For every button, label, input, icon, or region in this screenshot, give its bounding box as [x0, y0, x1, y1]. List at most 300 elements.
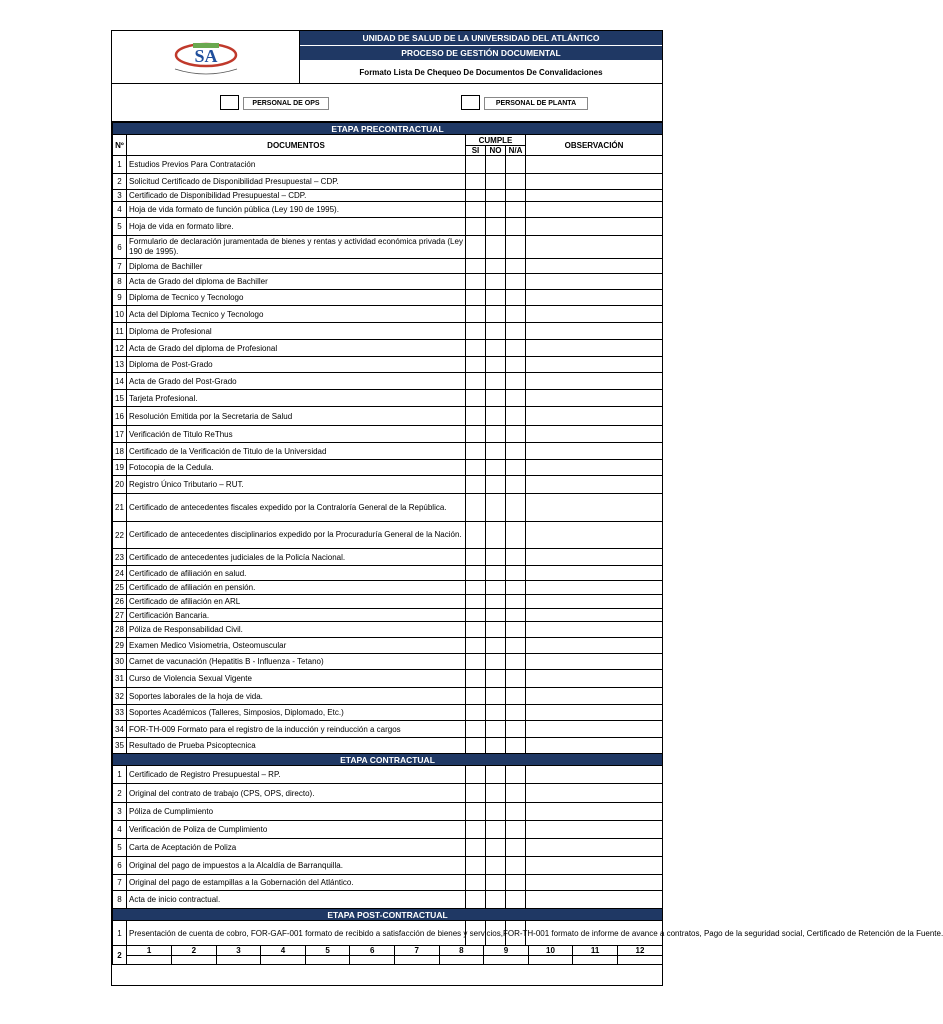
observation-cell[interactable] — [526, 784, 663, 803]
cumple-si-cell[interactable] — [466, 654, 486, 670]
logo-icon — [165, 35, 247, 79]
cumple-no-cell[interactable] — [486, 670, 506, 688]
item-document: Certificado de afiliación en ARL — [127, 595, 466, 609]
cumple-no-cell[interactable] — [486, 373, 506, 390]
month-value-cell[interactable] — [484, 956, 529, 965]
item-number: 24 — [113, 566, 127, 581]
item-document: Solicitud Certificado de Disponibilidad Presupuestal – CDP. — [127, 174, 466, 190]
month-value-cell[interactable] — [216, 956, 261, 965]
item-number: 5 — [113, 218, 127, 236]
item-document: Acta de Grado del Post-Grado — [127, 373, 466, 390]
item-number: 32 — [113, 688, 127, 705]
item-number: 8 — [113, 891, 127, 909]
observation-cell[interactable] — [526, 566, 663, 581]
cumple-na-cell[interactable] — [506, 609, 526, 622]
item-document: Registro Único Tributario – RUT. — [127, 476, 466, 494]
cumple-no-cell[interactable] — [486, 875, 506, 891]
observation-cell[interactable] — [526, 595, 663, 609]
cumple-na-cell[interactable] — [506, 426, 526, 443]
cumple-si-cell[interactable] — [466, 476, 486, 494]
cumple-na-cell[interactable] — [506, 202, 526, 218]
month-value-cell[interactable] — [261, 956, 306, 965]
observation-cell[interactable] — [526, 443, 663, 460]
observation-cell[interactable] — [526, 738, 663, 754]
months-grid — [127, 946, 662, 964]
cumple-si-cell[interactable] — [466, 357, 486, 373]
item-number: 33 — [113, 705, 127, 721]
cumple-na-cell[interactable] — [506, 494, 526, 522]
observation-cell[interactable] — [526, 174, 663, 190]
item-document: Fotocopia de la Cedula. — [127, 460, 466, 476]
cumple-si-cell[interactable] — [466, 494, 486, 522]
cumple-no-cell[interactable] — [486, 595, 506, 609]
pre-item-row — [113, 274, 663, 290]
cumple-no-cell[interactable] — [486, 156, 506, 174]
observation-cell[interactable] — [526, 688, 663, 705]
item-document: Hoja de vida formato de función pública (Ley 190 de 1995). — [127, 202, 466, 218]
pre-item-row — [113, 476, 663, 494]
cumple-na-cell[interactable] — [506, 357, 526, 373]
cumple-na-cell[interactable] — [506, 476, 526, 494]
planta-label: PERSONAL DE PLANTA — [484, 97, 588, 110]
cumple-no-cell[interactable] — [486, 202, 506, 218]
cumple-si-cell[interactable] — [466, 236, 486, 259]
cumple-no-cell[interactable] — [486, 654, 506, 670]
month-number: 3 — [216, 946, 261, 956]
cumple-na-cell[interactable] — [506, 274, 526, 290]
item-document: Verificación de Poliza de Cumplimiento — [127, 821, 466, 839]
observation-cell[interactable] — [526, 407, 663, 426]
cumple-no-cell[interactable] — [486, 476, 506, 494]
cumple-no-cell[interactable] — [486, 688, 506, 705]
cumple-na-cell[interactable] — [506, 236, 526, 259]
cumple-na-cell[interactable] — [506, 443, 526, 460]
cumple-na-cell[interactable] — [506, 390, 526, 407]
cumple-na-cell[interactable] — [506, 688, 526, 705]
cumple-no-cell[interactable] — [486, 738, 506, 754]
pre-item-row — [113, 638, 663, 654]
cumple-na-cell[interactable] — [506, 522, 526, 549]
observation-cell[interactable] — [526, 549, 663, 566]
month-number: 8 — [439, 946, 484, 956]
item-document: Diploma de Profesional — [127, 323, 466, 340]
cumple-no-cell[interactable] — [486, 190, 506, 202]
item-document: Acta de inicio contractual. — [127, 891, 466, 909]
cumple-si-cell[interactable] — [466, 202, 486, 218]
months-grid-cell — [127, 946, 663, 965]
cumple-si-cell[interactable] — [466, 705, 486, 721]
cumple-no-cell[interactable] — [486, 274, 506, 290]
contract-item-row — [113, 839, 663, 857]
item-number: 30 — [113, 654, 127, 670]
observation-cell[interactable] — [526, 670, 663, 688]
cumple-na-cell[interactable] — [506, 705, 526, 721]
cumple-si-cell[interactable] — [466, 522, 486, 549]
cumple-na-cell[interactable] — [506, 566, 526, 581]
stage-precontractual — [113, 123, 663, 135]
observation-cell[interactable] — [526, 581, 663, 595]
pre-item-row — [113, 622, 663, 638]
contract-item-row — [113, 803, 663, 821]
cumple-na-cell[interactable] — [506, 460, 526, 476]
cumple-no-cell[interactable] — [486, 306, 506, 323]
pre-item-row — [113, 357, 663, 373]
cumple-no-cell[interactable] — [486, 821, 506, 839]
cumple-si-cell[interactable] — [466, 803, 486, 821]
item-document: Estudios Previos Para Contratación — [127, 156, 466, 174]
cumple-si-cell[interactable] — [466, 390, 486, 407]
month-value-cell[interactable] — [394, 956, 439, 965]
cumple-na-cell[interactable] — [506, 766, 526, 784]
observation-cell[interactable] — [526, 460, 663, 476]
stage-contractual-title: ETAPA CONTRACTUAL — [113, 754, 663, 766]
item-document: Carta de Aceptación de Poliza — [127, 839, 466, 857]
item-document: Diploma de Tecnico y Tecnologo — [127, 290, 466, 306]
contract-item-row — [113, 821, 663, 839]
observation-cell[interactable] — [526, 340, 663, 357]
cumple-na-cell[interactable] — [506, 156, 526, 174]
item-number: 34 — [113, 721, 127, 738]
cumple-na-cell[interactable] — [506, 549, 526, 566]
observation-cell[interactable] — [526, 622, 663, 638]
observation-cell[interactable] — [526, 390, 663, 407]
col-si: SI — [466, 146, 486, 156]
item-number: 1 — [113, 156, 127, 174]
cumple-si-cell[interactable] — [466, 857, 486, 875]
cumple-na-cell[interactable] — [506, 259, 526, 274]
cumple-no-cell[interactable] — [486, 443, 506, 460]
col-no: Nº — [113, 135, 127, 156]
cumple-no-cell[interactable] — [486, 323, 506, 340]
cumple-na-cell[interactable] — [506, 670, 526, 688]
cumple-na-cell[interactable] — [506, 857, 526, 875]
observation-cell[interactable] — [526, 323, 663, 340]
item-document: Soportes laborales de la hoja de vida. — [127, 688, 466, 705]
cumple-si-cell[interactable] — [466, 738, 486, 754]
item-document: Verificación de Titulo ReThus — [127, 426, 466, 443]
cumple-si-cell[interactable] — [466, 839, 486, 857]
observation-cell[interactable] — [526, 476, 663, 494]
month-value-cell[interactable] — [439, 956, 484, 965]
month-number: 4 — [261, 946, 306, 956]
item-number: 31 — [113, 670, 127, 688]
cumple-na-cell[interactable] — [506, 306, 526, 323]
month-value-cell[interactable] — [350, 956, 395, 965]
month-value-cell[interactable] — [305, 956, 350, 965]
cumple-no-cell[interactable] — [486, 549, 506, 566]
cumple-si-cell[interactable] — [466, 460, 486, 476]
observation-cell[interactable] — [526, 839, 663, 857]
cumple-no-cell[interactable] — [486, 566, 506, 581]
planta-checkbox[interactable] — [461, 95, 480, 110]
cumple-na-cell[interactable] — [506, 290, 526, 306]
col-cumple: CUMPLE — [466, 135, 526, 146]
observation-cell[interactable] — [526, 721, 663, 738]
cumple-no-cell[interactable] — [486, 218, 506, 236]
cumple-no-cell[interactable] — [486, 839, 506, 857]
item-number: 13 — [113, 357, 127, 373]
observation-cell[interactable] — [526, 306, 663, 323]
item-number: 2 — [113, 174, 127, 190]
cumple-na-cell[interactable] — [506, 407, 526, 426]
observation-cell[interactable] — [526, 190, 663, 202]
pre-item-row — [113, 670, 663, 688]
stage-postcontractual-title: ETAPA POST-CONTRACTUAL — [113, 909, 663, 921]
item-document: Resolución Emitida por la Secretaria de Salud — [127, 407, 466, 426]
cumple-si-cell[interactable] — [466, 443, 486, 460]
observation-cell[interactable] — [526, 875, 663, 891]
cumple-na-cell[interactable] — [506, 581, 526, 595]
observation-cell[interactable] — [526, 202, 663, 218]
observation-cell[interactable] — [526, 373, 663, 390]
cumple-na-cell[interactable] — [506, 218, 526, 236]
item-number: 8 — [113, 274, 127, 290]
cumple-si-cell[interactable] — [466, 875, 486, 891]
cumple-na-cell[interactable] — [506, 190, 526, 202]
month-value-cell[interactable] — [528, 956, 573, 965]
cumple-na-cell[interactable] — [506, 839, 526, 857]
cumple-no-cell[interactable] — [486, 522, 506, 549]
observation-cell[interactable] — [526, 259, 663, 274]
cumple-si-cell[interactable] — [466, 821, 486, 839]
item-document: Presentación de cuenta de cobro, FOR-GAF-001 formato de recibido a satisfacción de bienes y servicios,FOR-TH-001 formato de informe de avance a contratos, Pago de la seguridad social, Certificado de Retención de la Fuente. — [127, 921, 466, 946]
item-number: 28 — [113, 622, 127, 638]
item-number: 2 — [113, 784, 127, 803]
month-number: 10 — [528, 946, 573, 956]
pre-item-row — [113, 306, 663, 323]
month-number: 6 — [350, 946, 395, 956]
cumple-no-cell[interactable] — [486, 784, 506, 803]
cumple-si-cell[interactable] — [466, 426, 486, 443]
item-number: 22 — [113, 522, 127, 549]
item-number: 4 — [113, 202, 127, 218]
cumple-si-cell[interactable] — [466, 274, 486, 290]
month-number: 5 — [305, 946, 350, 956]
pre-item-row — [113, 202, 663, 218]
observation-cell[interactable] — [526, 274, 663, 290]
cumple-na-cell[interactable] — [506, 373, 526, 390]
cumple-no-cell[interactable] — [486, 581, 506, 595]
item-document: Certificado de la Verificación de Titulo de la Universidad — [127, 443, 466, 460]
cumple-no-cell[interactable] — [486, 390, 506, 407]
cumple-si-cell[interactable] — [466, 156, 486, 174]
cumple-no-cell[interactable] — [486, 622, 506, 638]
observation-cell[interactable] — [526, 705, 663, 721]
cumple-si-cell[interactable] — [466, 549, 486, 566]
observation-cell[interactable] — [526, 891, 663, 909]
contract-item-row — [113, 891, 663, 909]
cumple-si-cell[interactable] — [466, 323, 486, 340]
item-number: 29 — [113, 638, 127, 654]
observation-cell[interactable] — [526, 522, 663, 549]
cumple-no-cell[interactable] — [486, 638, 506, 654]
cumple-no-cell[interactable] — [486, 174, 506, 190]
personal-type-section — [112, 84, 662, 122]
form-header — [112, 31, 662, 84]
pre-item-row — [113, 566, 663, 581]
cumple-na-cell[interactable] — [506, 323, 526, 340]
cumple-si-cell[interactable] — [466, 609, 486, 622]
observation-cell[interactable] — [526, 803, 663, 821]
month-value-cell[interactable] — [172, 956, 217, 965]
contract-item-row — [113, 857, 663, 875]
pre-item-row — [113, 407, 663, 426]
item-number: 1 — [113, 766, 127, 784]
institution-title: UNIDAD DE SALUD DE LA UNIVERSIDAD DEL ATLÁNTICO — [300, 31, 662, 46]
cumple-no-cell[interactable] — [486, 857, 506, 875]
cumple-si-cell[interactable] — [466, 595, 486, 609]
pre-item-row — [113, 549, 663, 566]
pre-item-row — [113, 581, 663, 595]
item-document: Carnet de vacunación (Hepatitis B - Influenza - Tetano) — [127, 654, 466, 670]
cumple-no-cell[interactable] — [486, 426, 506, 443]
pre-item-row — [113, 390, 663, 407]
item-number: 3 — [113, 803, 127, 821]
item-number: 6 — [113, 857, 127, 875]
cumple-si-cell[interactable] — [466, 581, 486, 595]
checklist-table — [112, 122, 943, 965]
cumple-si-cell[interactable] — [466, 638, 486, 654]
observation-cell[interactable] — [526, 218, 663, 236]
cumple-no-cell[interactable] — [486, 340, 506, 357]
item-number: 17 — [113, 426, 127, 443]
observation-cell[interactable] — [526, 638, 663, 654]
item-number: 5 — [113, 839, 127, 857]
item-document: Tarjeta Profesional. — [127, 390, 466, 407]
cumple-na-cell[interactable] — [506, 174, 526, 190]
cumple-si-cell[interactable] — [466, 218, 486, 236]
item-document: Diploma de Post-Grado — [127, 357, 466, 373]
cumple-si-cell[interactable] — [466, 373, 486, 390]
observation-cell[interactable] — [526, 357, 663, 373]
cumple-si-cell[interactable] — [466, 891, 486, 909]
observation-cell[interactable] — [526, 654, 663, 670]
item-number: 1 — [113, 921, 127, 946]
item-number: 18 — [113, 443, 127, 460]
cumple-na-cell[interactable] — [506, 784, 526, 803]
col-no-sub: NO — [486, 146, 506, 156]
cumple-si-cell[interactable] — [466, 190, 486, 202]
cumple-si-cell[interactable] — [466, 566, 486, 581]
item-number: 7 — [113, 875, 127, 891]
cumple-no-cell[interactable] — [486, 407, 506, 426]
observation-cell[interactable] — [526, 857, 663, 875]
item-number: 9 — [113, 290, 127, 306]
month-value-cell[interactable] — [127, 956, 172, 965]
cumple-na-cell[interactable] — [506, 875, 526, 891]
cumple-no-cell[interactable] — [486, 803, 506, 821]
observation-cell[interactable] — [526, 766, 663, 784]
cumple-si-cell[interactable] — [466, 688, 486, 705]
item-document: Acta de Grado del diploma de Profesional — [127, 340, 466, 357]
cumple-na-cell[interactable] — [506, 622, 526, 638]
cumple-no-cell[interactable] — [486, 705, 506, 721]
pre-item-row — [113, 373, 663, 390]
ops-checkbox[interactable] — [220, 95, 239, 110]
cumple-no-cell[interactable] — [486, 891, 506, 909]
form-title: Formato Lista De Chequeo De Documentos De Convalidaciones — [359, 67, 603, 77]
cumple-no-cell[interactable] — [486, 357, 506, 373]
cumple-na-cell[interactable] — [506, 803, 526, 821]
cumple-no-cell[interactable] — [486, 494, 506, 522]
cumple-si-cell[interactable] — [466, 340, 486, 357]
cumple-no-cell[interactable] — [486, 236, 506, 259]
months-value-row — [127, 956, 662, 965]
item-document: Examen Medico Visiometria, Osteomuscular — [127, 638, 466, 654]
cumple-no-cell[interactable] — [486, 721, 506, 738]
observation-cell[interactable] — [526, 494, 663, 522]
cumple-no-cell[interactable] — [486, 460, 506, 476]
item-number: 3 — [113, 190, 127, 202]
month-number: 2 — [172, 946, 217, 956]
month-value-cell[interactable] — [617, 956, 662, 965]
cumple-na-cell[interactable] — [506, 891, 526, 909]
cumple-na-cell[interactable] — [506, 654, 526, 670]
cumple-na-cell[interactable] — [506, 340, 526, 357]
item-number: 6 — [113, 236, 127, 259]
contract-item-row — [113, 784, 663, 803]
cumple-si-cell[interactable] — [466, 784, 486, 803]
pre-item-row — [113, 174, 663, 190]
stage-precontractual-title: ETAPA PRECONTRACTUAL — [113, 123, 663, 135]
cumple-no-cell[interactable] — [486, 290, 506, 306]
pre-item-row — [113, 705, 663, 721]
item-number: 27 — [113, 609, 127, 622]
pre-item-row — [113, 190, 663, 202]
item-document: Diploma de Bachiller — [127, 259, 466, 274]
month-value-cell[interactable] — [573, 956, 618, 965]
pre-item-row — [113, 654, 663, 670]
cumple-si-cell[interactable] — [466, 721, 486, 738]
cumple-si-cell[interactable] — [466, 622, 486, 638]
observation-cell[interactable] — [526, 290, 663, 306]
pre-item-row — [113, 460, 663, 476]
university-logo — [112, 31, 300, 83]
observation-cell[interactable] — [526, 821, 663, 839]
cumple-si-cell[interactable] — [466, 670, 486, 688]
item-number: 2 — [113, 946, 127, 965]
observation-cell[interactable] — [526, 156, 663, 174]
month-number: 7 — [394, 946, 439, 956]
cumple-na-cell[interactable] — [506, 721, 526, 738]
cumple-na-cell[interactable] — [506, 738, 526, 754]
cumple-si-cell[interactable] — [466, 174, 486, 190]
item-document: Certificado de antecedentes fiscales expedido por la Contraloría General de la República. — [127, 494, 466, 522]
cumple-na-cell[interactable] — [506, 821, 526, 839]
cumple-si-cell[interactable] — [466, 259, 486, 274]
observation-cell[interactable] — [526, 236, 663, 259]
cumple-no-cell[interactable] — [486, 259, 506, 274]
item-number: 7 — [113, 259, 127, 274]
item-document: Certificado de afiliación en pensión. — [127, 581, 466, 595]
cumple-si-cell[interactable] — [466, 407, 486, 426]
cumple-na-cell[interactable] — [506, 638, 526, 654]
month-number: 1 — [127, 946, 172, 956]
cumple-no-cell[interactable] — [486, 766, 506, 784]
cumple-no-cell[interactable] — [486, 609, 506, 622]
item-number: 21 — [113, 494, 127, 522]
item-number: 23 — [113, 549, 127, 566]
item-document: Original del pago de impuestos a la Alcaldía de Barranquilla. — [127, 857, 466, 875]
cumple-si-cell[interactable] — [466, 290, 486, 306]
cumple-na-cell[interactable] — [506, 595, 526, 609]
pre-item-row — [113, 522, 663, 549]
cumple-si-cell[interactable] — [466, 766, 486, 784]
item-document: Original del pago de estampillas a la Gobernación del Atlántico. — [127, 875, 466, 891]
cumple-si-cell[interactable] — [466, 306, 486, 323]
observation-cell[interactable] — [526, 426, 663, 443]
observation-cell[interactable] — [526, 609, 663, 622]
